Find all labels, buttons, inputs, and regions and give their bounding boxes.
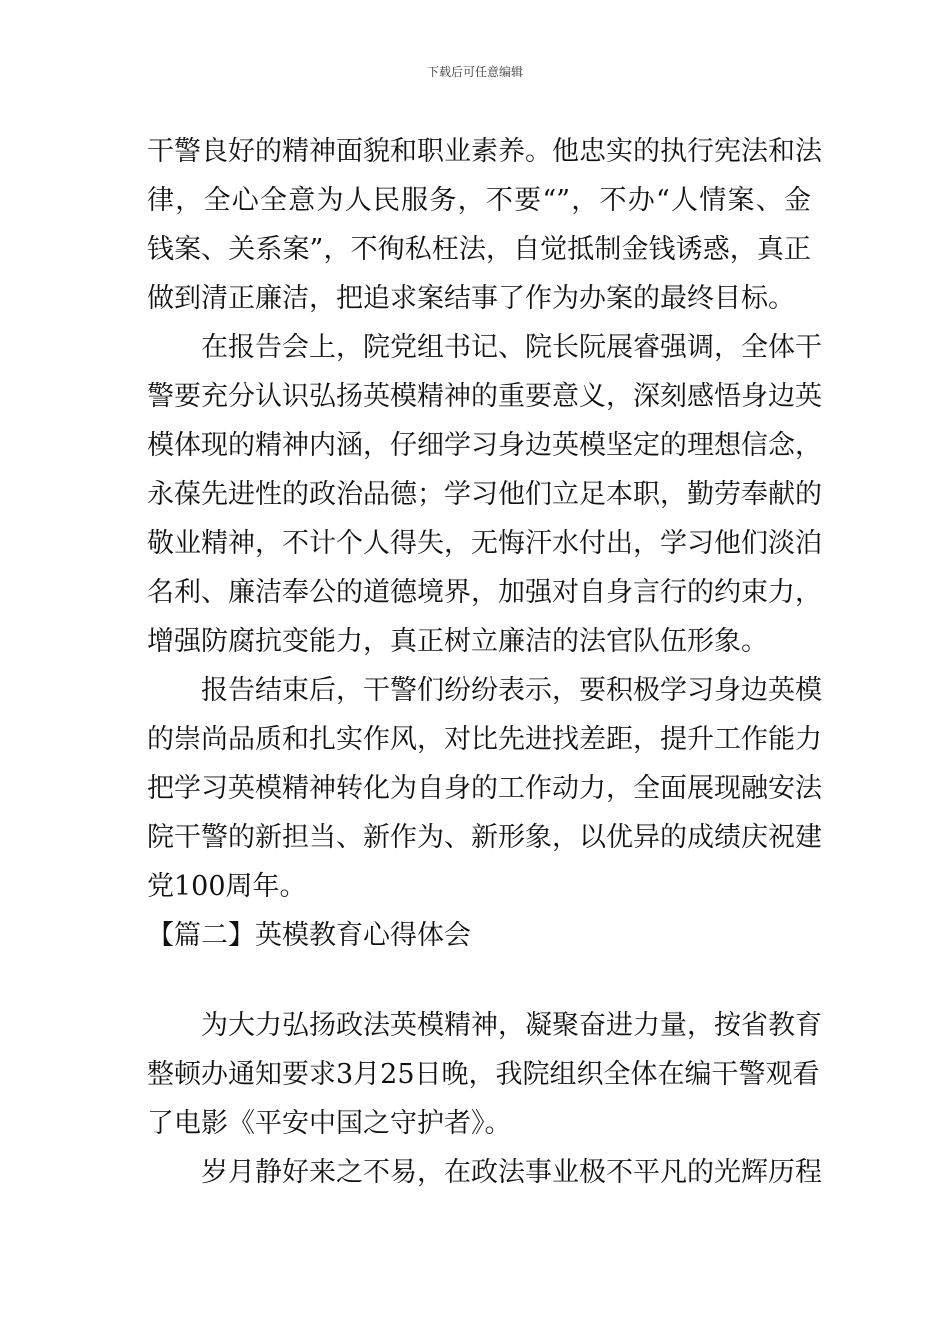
text-line: 的崇尚品质和扎实作风，对比先进找差距，提升工作能力 <box>147 724 822 755</box>
text-line: 在报告会上，院党组书记、院长阮展睿强调，全体干 <box>201 332 822 363</box>
document-body <box>147 127 822 1197</box>
text-line: 整顿办通知要求3月25日晚，我院组织全体在编干警观看 <box>147 1059 820 1090</box>
text-line: 律，全心全意为人民服务，不要“”，不办“人情案、金 <box>147 185 811 216</box>
paragraph-report-meeting <box>147 323 822 666</box>
paragraph-movie <box>147 1001 822 1148</box>
text-line: 钱案、关系案”，不徇私枉法，自觉抵制金钱诱惑，真正 <box>147 234 811 265</box>
section-heading <box>147 911 811 960</box>
section-title: 【篇二】英模教育心得体会 <box>147 920 471 951</box>
text-line: 干警良好的精神面貌和职业素养。他忠实的执行宪法和法 <box>147 136 822 167</box>
text-line: 报告结束后，干警们纷纷表示，要积极学习身边英模 <box>201 675 822 706</box>
text-line: 名利、廉洁奉公的道德境界，加强对自身言行的约束力， <box>147 577 822 608</box>
text-line: 增强防腐抗变能力，真正树立廉洁的法官队伍形象。 <box>147 626 768 657</box>
text-line: 警要充分认识弘扬英模精神的重要意义，深刻感悟身边英 <box>147 381 822 412</box>
paragraph-final <box>147 1148 822 1197</box>
blank-line <box>147 960 811 1001</box>
text-line: 永葆先进性的政治品德；学习他们立足本职，勤劳奉献的 <box>147 479 822 510</box>
paragraph-continued <box>147 127 822 323</box>
text-line: 敬业精神，不计个人得失，无悔汗水付出，学习他们淡泊 <box>147 528 822 559</box>
text-line: 了电影《平安中国之守护者》。 <box>147 1108 512 1139</box>
paragraph-after-report <box>147 666 822 911</box>
text-line: 把学习英模精神转化为自身的工作动力，全面展现融安法 <box>147 773 822 804</box>
text-line: 做到清正廉洁，把追求案结事了作为办案的最终目标。 <box>147 283 795 314</box>
text-line: 党100周年。 <box>147 871 307 902</box>
text-line: 为大力弘扬政法英模精神，凝聚奋进力量，按省教育 <box>201 1010 822 1041</box>
text-line: 岁月静好来之不易，在政法事业极不平凡的光辉历程 <box>201 1157 822 1188</box>
text-line: 院干警的新担当、新作为、新形象，以优异的成绩庆祝建 <box>147 822 822 853</box>
page-header: 下载后可任意编辑 <box>426 65 523 79</box>
text-line: 模体现的精神内涵，仔细学习身边英模坚定的理想信念， <box>147 430 822 461</box>
